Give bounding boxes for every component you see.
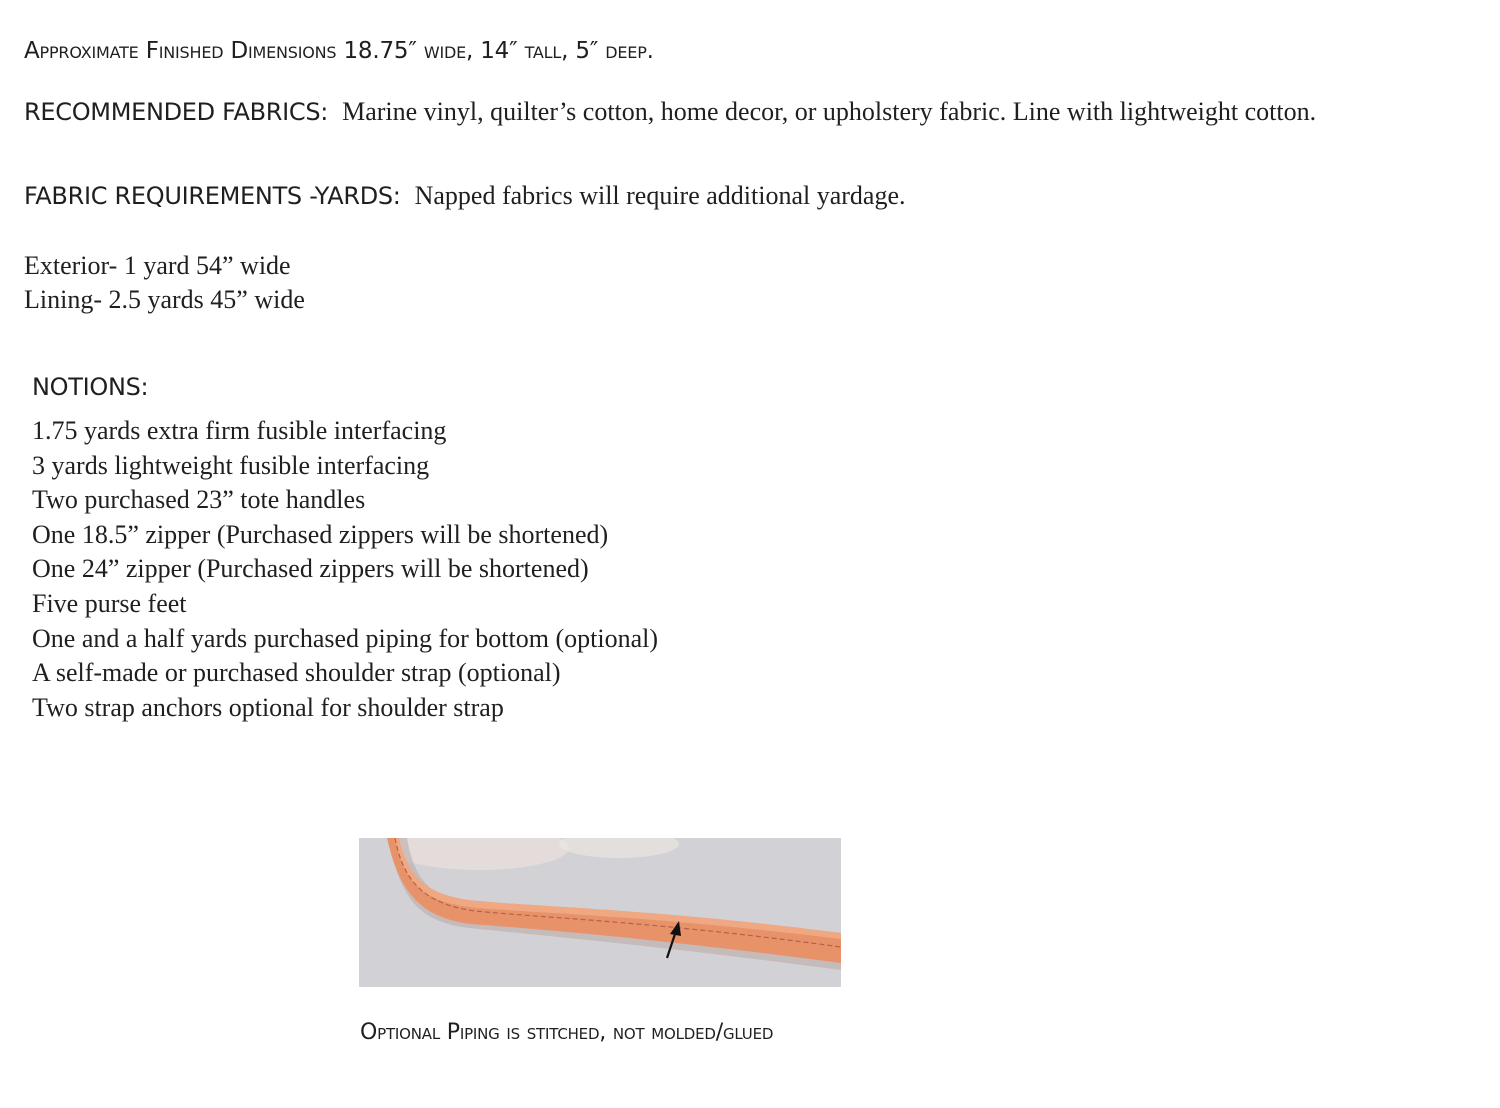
recommended-fabrics-text: Marine vinyl, quilter’s cotton, home decor, or upholstery fabric. Line with lightweight cotton.: [342, 97, 1317, 126]
list-item: A self-made or purchased shoulder strap (optional): [32, 658, 561, 688]
fabric-requirements: [24, 181, 906, 211]
notions-list: [32, 414, 658, 725]
list-item: 1.75 yards extra firm fusible interfacing: [32, 416, 447, 445]
list-item: One and a half yards purchased piping for bottom (optional): [32, 623, 658, 653]
list-item: One 18.5” zipper (Purchased zippers will be shortened): [32, 519, 609, 549]
recommended-fabrics-label: RECOMMENDED FABRICS:: [24, 98, 329, 126]
lining-requirement: Lining- 2.5 yards 45” wide: [24, 285, 305, 314]
photo-caption: Optional Piping is stitched, not molded/glued: [360, 1020, 774, 1045]
piping-photo: [359, 838, 841, 987]
fabric-requirements-label: FABRIC REQUIREMENTS -YARDS:: [24, 182, 401, 210]
notions-heading: NOTIONS:: [32, 373, 149, 401]
finished-dimensions: Approximate Finished Dimensions 18.75″ wide, 14″ tall, 5″ deep.: [24, 38, 654, 64]
recommended-fabrics: [24, 97, 1316, 127]
list-item: 3 yards lightweight fusible interfacing: [32, 450, 430, 480]
list-item: Two purchased 23” tote handles: [32, 485, 366, 515]
list-item: Five purse feet: [32, 588, 187, 618]
piping-illustration: [359, 838, 841, 987]
fabric-requirements-text: Napped fabrics will require additional yardage.: [414, 181, 906, 210]
list-item: One 24” zipper (Purchased zippers will be shortened): [32, 554, 589, 584]
list-item: Two strap anchors optional for shoulder strap: [32, 692, 504, 722]
exterior-requirement: Exterior- 1 yard 54” wide: [24, 251, 291, 280]
